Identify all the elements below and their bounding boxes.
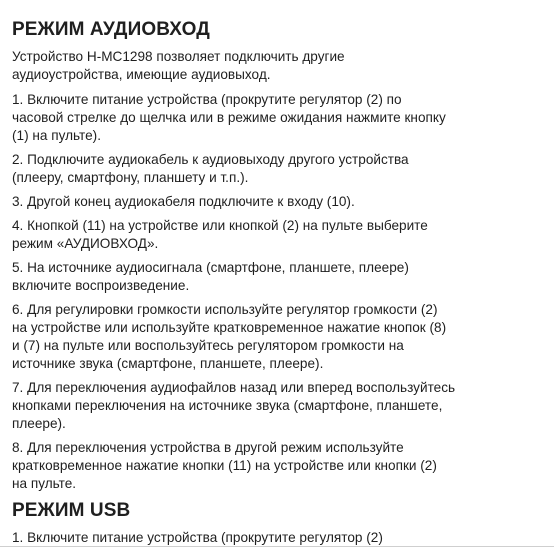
audio-step-8: 8. Для переключения устройства в другой режим используйте кратковременное нажатие кнопки (11) на устройстве или кнопки (2) на пульте. (12, 440, 437, 491)
audio-step-7: 7. Для переключения аудиофайлов назад или вперед воспользуйтесь кнопками переключения на источнике звука (смартфоне, планшете, плеере). (12, 380, 456, 431)
usb-section-title: РЕЖИМ USB (12, 500, 131, 521)
audio-section-title: РЕЖИМ АУДИОВХОД (12, 19, 210, 40)
audio-step-2: 2. Подключите аудиокабель к аудиовыходу другого устройства (плееру, смартфону, планшету и т.п.). (12, 152, 409, 185)
audio-step-3: 3. Другой конец аудиокабеля подключите к входу (10). (12, 194, 355, 209)
manual-page (12, 18, 548, 553)
usb-step-1: 1. Включите питание устройства (прокрутите регулятор (2) (12, 530, 383, 545)
audio-step-6: 6. Для регулировки громкости используйте регулятор громкости (2) на устройстве или используйте кратковременное нажатие кнопок (8) и (7) на пульте или воспользуйтесь регулятором громкости на источнике звука (смартфоне, планшете, плеере). (12, 302, 447, 371)
page-bottom-divider (0, 546, 554, 547)
audio-intro-text: Устройство H-MC1298 позволяет подключить другие аудиоустройства, имеющие аудиовыход. (12, 49, 345, 82)
audio-step-1: 1. Включите питание устройства (прокрутите регулятор (2) по часовой стрелке до щелчка или в режиме ожидания нажмите кнопку (1) на пульте). (12, 92, 446, 143)
audio-step-4: 4. Кнопкой (11) на устройстве или кнопкой (2) на пульте выберите режим «АУДИОВХОД». (12, 218, 428, 251)
audio-step-5: 5. На источнике аудиосигнала (смартфоне, планшете, плеере) включите воспроизведение. (12, 260, 409, 293)
